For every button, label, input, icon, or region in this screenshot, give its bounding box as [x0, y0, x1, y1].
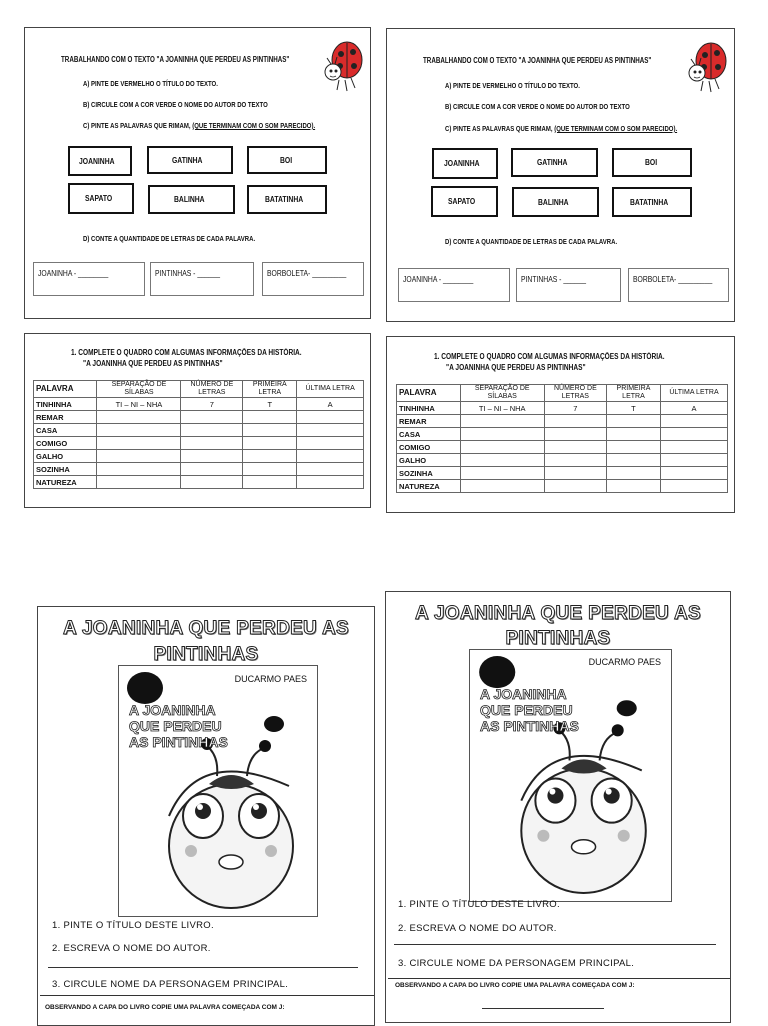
table-answer-cell[interactable]	[297, 424, 364, 437]
syllable-table	[33, 380, 364, 489]
table-answer-cell[interactable]	[544, 480, 606, 493]
table-row	[397, 402, 728, 415]
table-word-cell: REMAR	[397, 415, 461, 428]
table-answer-cell[interactable]	[181, 437, 243, 450]
table-answer-cell[interactable]	[97, 463, 181, 476]
table-title: 1. COMPLETE O QUADRO COM ALGUMAS INFORMAÇÕES DA HISTÓRIA.	[434, 352, 665, 361]
table-header-cell: SEPARAÇÃO DE SÍLABAS	[97, 381, 181, 398]
word-box[interactable]: BOI	[612, 148, 692, 177]
question-4: OBSERVANDO A CAPA DO LIVRO COPIE UMA PALAVRA COMEÇADA COM J:	[395, 982, 635, 989]
table-answer-cell[interactable]	[243, 476, 297, 489]
table-row	[34, 450, 364, 463]
table-row	[397, 441, 728, 454]
table-answer-cell[interactable]	[97, 424, 181, 437]
table-answer-cell[interactable]	[181, 463, 243, 476]
table-answer-cell[interactable]	[97, 411, 181, 424]
cover-author: DUCARMO PAES	[234, 674, 307, 684]
worksheet-heading: TRABALHANDO COM O TEXTO "A JOANINHA QUE PERDEU AS PINTINHAS"	[61, 55, 290, 64]
table-row	[34, 424, 364, 437]
table-row	[34, 411, 364, 424]
instruction-a: A) PINTE DE VERMELHO O TÍTULO DO TEXTO.	[445, 81, 580, 90]
table-header-cell: ÚLTIMA LETRA	[297, 381, 364, 398]
question-1: 1. PINTE O TÍTULO DESTE LIVRO.	[52, 920, 214, 931]
table-answer-cell[interactable]	[606, 441, 660, 454]
table-word-cell: SOZINHA	[397, 467, 461, 480]
table-header-cell: SEPARAÇÃO DE SÍLABAS	[460, 385, 544, 402]
table-answer-cell[interactable]: A	[297, 398, 364, 411]
answer-line[interactable]	[48, 967, 358, 968]
table-word-cell: GALHO	[34, 450, 97, 463]
table-word-cell: REMAR	[34, 411, 97, 424]
word-box[interactable]: BALINHA	[148, 185, 235, 214]
table-answer-cell[interactable]	[243, 437, 297, 450]
word-box[interactable]: BATATINHA	[612, 187, 692, 217]
table-word-cell: TINHINHA	[34, 398, 97, 411]
table-header-cell: ÚLTIMA LETRA	[660, 385, 727, 402]
table-answer-cell[interactable]	[181, 476, 243, 489]
table-word-cell: CASA	[34, 424, 97, 437]
table-answer-cell[interactable]	[460, 428, 544, 441]
word-box[interactable]: GATINHA	[511, 148, 598, 177]
book-cover-worksheet-left	[37, 606, 375, 1026]
table-row	[397, 480, 728, 493]
table-answer-cell[interactable]	[243, 424, 297, 437]
book-title-line2: PINTINHAS	[153, 644, 259, 665]
table-answer-cell[interactable]: A	[660, 402, 727, 415]
table-answer-cell[interactable]	[660, 480, 727, 493]
table-answer-cell[interactable]	[97, 476, 181, 489]
table-word-cell: NATUREZA	[397, 480, 461, 493]
syllable-table	[396, 384, 728, 493]
divider	[388, 978, 730, 979]
question-3: 3. CIRCULE NOME DA PERSONAGEM PRINCIPAL.	[52, 979, 289, 990]
table-answer-cell[interactable]: T	[243, 398, 297, 411]
table-word-cell: TINHINHA	[397, 402, 461, 415]
ladybug-icon	[321, 36, 365, 94]
instruction-a: A) PINTE DE VERMELHO O TÍTULO DO TEXTO.	[83, 79, 218, 88]
table-row	[34, 398, 364, 411]
table-header-row	[397, 385, 728, 402]
table-word-cell: SOZINHA	[34, 463, 97, 476]
rhyme-worksheet-right	[386, 28, 735, 322]
question-2: 2. ESCREVA O NOME DO AUTOR.	[52, 943, 211, 954]
answer-line[interactable]	[482, 1008, 604, 1009]
table-answer-cell[interactable]	[297, 411, 364, 424]
word-box[interactable]: GATINHA	[147, 146, 233, 174]
question-3: 3. CIRCULE NOME DA PERSONAGEM PRINCIPAL.	[398, 958, 635, 969]
book-cover-image	[469, 649, 672, 902]
table-answer-cell[interactable]	[181, 450, 243, 463]
table-answer-cell[interactable]	[606, 428, 660, 441]
table-answer-cell[interactable]	[243, 463, 297, 476]
count-field[interactable]: BORBOLETA- _________	[262, 262, 364, 296]
table-answer-cell[interactable]	[544, 415, 606, 428]
table-answer-cell[interactable]	[181, 424, 243, 437]
table-answer-cell[interactable]	[606, 415, 660, 428]
instruction-b: B) CIRCULE COM A COR VERDE O NOME DO AUTOR DO TEXTO	[83, 100, 268, 109]
word-box[interactable]: BATATINHA	[247, 185, 327, 214]
question-2: 2. ESCREVA O NOME DO AUTOR.	[398, 923, 557, 934]
instruction-c: C) PINTE AS PALAVRAS QUE RIMAM, (QUE TERMINAM COM O SOM PARECIDO).	[83, 121, 316, 130]
word-box[interactable]: JOANINHA	[68, 146, 132, 176]
table-answer-cell[interactable]	[660, 441, 727, 454]
syllable-table-worksheet-right	[386, 336, 735, 513]
book-cover-worksheet-right	[385, 591, 731, 1023]
table-row	[397, 415, 728, 428]
table-title: 1. COMPLETE O QUADRO COM ALGUMAS INFORMAÇÕES DA HISTÓRIA.	[71, 348, 302, 357]
table-row	[34, 476, 364, 489]
cover-title: A JOANINHA QUE PERDEU AS PINTINHAS	[129, 702, 228, 750]
table-subtitle: "A JOANINHA QUE PERDEU AS PINTINHAS"	[446, 363, 586, 372]
table-answer-cell[interactable]	[460, 415, 544, 428]
book-title-line1: A JOANINHA QUE PERDEU AS	[415, 603, 701, 624]
book-title-line2: PINTINHAS	[505, 628, 611, 649]
table-row	[397, 428, 728, 441]
worksheet-heading: TRABALHANDO COM O TEXTO "A JOANINHA QUE PERDEU AS PINTINHAS"	[423, 56, 652, 65]
table-answer-cell[interactable]	[606, 480, 660, 493]
table-answer-cell[interactable]	[460, 441, 544, 454]
table-header-cell: PALAVRA	[397, 385, 461, 402]
ladybug-icon	[685, 37, 729, 95]
table-answer-cell[interactable]: T	[606, 402, 660, 415]
table-answer-cell[interactable]	[297, 450, 364, 463]
table-answer-cell[interactable]	[460, 454, 544, 467]
instruction-c: C) PINTE AS PALAVRAS QUE RIMAM, (QUE TERMINAM COM O SOM PARECIDO).	[445, 124, 678, 133]
table-answer-cell[interactable]	[97, 437, 181, 450]
table-answer-cell[interactable]: TI – NI – NHA	[97, 398, 181, 411]
table-answer-cell[interactable]	[297, 476, 364, 489]
table-header-cell: PRIMEIRA LETRA	[606, 385, 660, 402]
table-header-cell: PRIMEIRA LETRA	[243, 381, 297, 398]
rhyme-worksheet-left	[24, 27, 371, 319]
table-answer-cell[interactable]	[544, 467, 606, 480]
word-box[interactable]: BOI	[247, 146, 327, 174]
table-answer-cell[interactable]	[660, 428, 727, 441]
table-answer-cell[interactable]: 7	[181, 398, 243, 411]
table-word-cell: COMIGO	[397, 441, 461, 454]
table-answer-cell[interactable]	[544, 441, 606, 454]
table-answer-cell[interactable]	[660, 454, 727, 467]
table-answer-cell[interactable]	[460, 467, 544, 480]
count-field[interactable]: JOANINHA - ________	[398, 268, 510, 302]
count-field[interactable]: PINTINHAS - ______	[516, 268, 621, 302]
question-1: 1. PINTE O TÍTULO DESTE LIVRO.	[398, 899, 560, 910]
table-answer-cell[interactable]	[297, 437, 364, 450]
word-box[interactable]: BALINHA	[512, 187, 599, 217]
answer-line[interactable]	[394, 944, 716, 945]
book-cover-image	[118, 665, 318, 917]
word-box[interactable]: JOANINHA	[432, 148, 498, 179]
table-answer-cell[interactable]	[460, 480, 544, 493]
table-answer-cell[interactable]	[606, 454, 660, 467]
cover-title: A JOANINHA QUE PERDEU AS PINTINHAS	[480, 686, 579, 734]
instruction-b: B) CIRCULE COM A COR VERDE O NOME DO AUTOR DO TEXTO	[445, 102, 630, 111]
table-answer-cell[interactable]	[544, 454, 606, 467]
table-answer-cell[interactable]: TI – NI – NHA	[460, 402, 544, 415]
table-row	[397, 454, 728, 467]
table-header-cell: NÚMERO DE LETRAS	[181, 381, 243, 398]
table-answer-cell[interactable]	[97, 450, 181, 463]
cover-author: DUCARMO PAES	[588, 657, 661, 667]
table-answer-cell[interactable]	[297, 463, 364, 476]
word-box[interactable]: SAPATO	[431, 186, 498, 217]
table-answer-cell[interactable]	[243, 411, 297, 424]
table-word-cell: COMIGO	[34, 437, 97, 450]
table-row	[34, 437, 364, 450]
instruction-d: D) CONTE A QUANTIDADE DE LETRAS DE CADA PALAVRA.	[83, 234, 256, 243]
table-word-cell: CASA	[397, 428, 461, 441]
table-subtitle: "A JOANINHA QUE PERDEU AS PINTINHAS"	[83, 359, 223, 368]
table-answer-cell[interactable]	[660, 415, 727, 428]
table-answer-cell[interactable]	[181, 411, 243, 424]
question-4: OBSERVANDO A CAPA DO LIVRO COPIE UMA PALAVRA COMEÇADA COM J:	[45, 1004, 285, 1011]
table-header-cell: NÚMERO DE LETRAS	[544, 385, 606, 402]
book-title-line1: A JOANINHA QUE PERDEU AS	[63, 618, 349, 639]
table-answer-cell[interactable]: 7	[544, 402, 606, 415]
table-answer-cell[interactable]	[660, 467, 727, 480]
table-answer-cell[interactable]	[243, 450, 297, 463]
count-field[interactable]: JOANINHA - ________	[33, 262, 145, 296]
divider	[40, 995, 374, 996]
count-field[interactable]: PINTINHAS - ______	[150, 262, 254, 296]
table-row	[34, 463, 364, 476]
instruction-d: D) CONTE A QUANTIDADE DE LETRAS DE CADA PALAVRA.	[445, 237, 618, 246]
table-answer-cell[interactable]	[544, 428, 606, 441]
table-header-row	[34, 381, 364, 398]
table-row	[397, 467, 728, 480]
count-field[interactable]: BORBOLETA- _________	[628, 268, 729, 302]
syllable-table-worksheet-left	[24, 333, 371, 508]
table-header-cell: PALAVRA	[34, 381, 97, 398]
table-word-cell: GALHO	[397, 454, 461, 467]
word-box[interactable]: SAPATO	[68, 183, 134, 214]
table-answer-cell[interactable]	[606, 467, 660, 480]
table-word-cell: NATUREZA	[34, 476, 97, 489]
